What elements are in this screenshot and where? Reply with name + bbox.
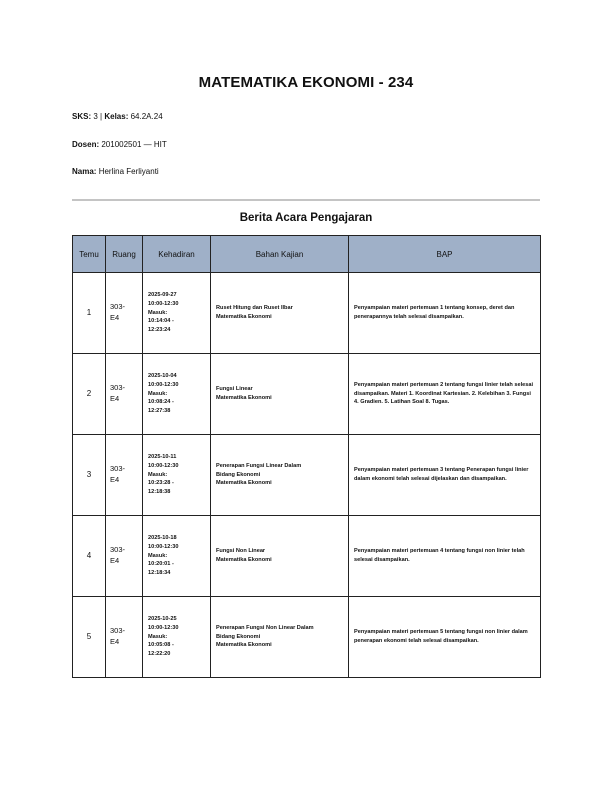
bap-cell <box>349 354 541 435</box>
header-divider <box>72 199 540 201</box>
kehadiran-date: 2025-10-04 <box>148 372 177 379</box>
bahan-kajian-cell <box>211 273 349 354</box>
kehadiran-masuk-label: Masuk: <box>148 309 168 316</box>
bahan-line: Fungsi Linear <box>216 386 253 393</box>
bap-text: Penyampaian materi pertemuan 2 tentang fungsi linier telah selesai disampaikan. Materi 1. Koordinat Kartesian. 2. Kelebihan 3. Fungsi 4. Gradien. 5. Latihan Soal 8. Tugas. <box>354 381 534 406</box>
kehadiran-time: 10:00-12:30 <box>148 624 179 631</box>
nama-line <box>72 167 159 176</box>
ruang-cell <box>106 516 143 597</box>
dosen-label: Dosen: <box>72 140 100 149</box>
nama-value: Herlina Ferliyanti <box>98 167 159 176</box>
section-title: Berita Acara Pengajaran <box>239 212 373 224</box>
ruang-cell <box>106 435 143 516</box>
kehadiran-time: 10:00-12:30 <box>148 300 179 307</box>
kelas-label: Kelas: <box>104 112 129 121</box>
kehadiran-masuk-label: Masuk: <box>148 552 168 559</box>
bahan-line: Matematika Ekonomi <box>216 314 272 320</box>
kehadiran-cell <box>143 597 211 678</box>
bap-text: Penyampaian materi pertemuan 4 tentang fungsi non linier telah selesai disampaikan. <box>354 548 525 563</box>
kehadiran-out: 12:18:34 <box>148 570 171 577</box>
table-row <box>73 273 541 354</box>
bahan-line: Matematika Ekonomi <box>216 480 272 487</box>
kehadiran-out: 12:18:38 <box>148 489 171 496</box>
temu-cell: 4 <box>73 516 106 597</box>
bahan-kajian-cell <box>211 597 349 678</box>
kehadiran-out: 12:27:38 <box>148 408 171 415</box>
kehadiran-in: 10:20:01 - <box>148 561 174 568</box>
kehadiran-date: 2025-10-11 <box>148 453 177 460</box>
ruang-line: 303- <box>110 302 126 312</box>
bahan-line: Penerapan Fungsi Non Linear Dalam <box>216 624 314 631</box>
bahan-kajian-cell <box>211 354 349 435</box>
table-row <box>73 435 541 516</box>
kehadiran-cell <box>143 435 211 516</box>
bap-text: Penyampaian materi pertemuan 5 tentang fungsi non linier dalam penerapan ekonomi telah selesai disampaikan. <box>354 629 528 644</box>
nama-label: Nama: <box>72 167 97 176</box>
bap-text: Penyampaian materi pertemuan 1 tentang konsep, deret dan penerapannya telah selesai disampaikan. <box>354 305 515 320</box>
document-title: MATEMATIKA EKONOMI - 234 <box>198 74 414 91</box>
bahan-kajian-cell <box>211 516 349 597</box>
temu-cell: 2 <box>73 354 106 435</box>
sks-label: SKS: <box>72 112 92 121</box>
kehadiran-date: 2025-09-27 <box>148 291 177 298</box>
kehadiran-out: 12:23:24 <box>148 327 171 334</box>
header-bahan-kajian: Bahan Kajian <box>211 236 349 273</box>
kehadiran-time: 10:00-12:30 <box>148 462 179 469</box>
bahan-line: Matematika Ekonomi <box>216 395 272 401</box>
bap-cell <box>349 597 541 678</box>
ruang-line: E4 <box>110 637 120 646</box>
kehadiran-out: 12:22:20 <box>148 651 171 658</box>
header-bap: BAP <box>349 236 541 273</box>
bap-cell <box>349 435 541 516</box>
bap-table <box>72 235 541 678</box>
ruang-line: 303- <box>110 383 126 393</box>
bap-cell <box>349 273 541 354</box>
kehadiran-cell <box>143 516 211 597</box>
table-row <box>73 597 541 678</box>
ruang-cell <box>106 354 143 435</box>
ruang-line: 303- <box>110 626 126 636</box>
bahan-line: Bidang Ekonomi <box>216 471 261 478</box>
kehadiran-masuk-label: Masuk: <box>148 633 168 640</box>
bahan-line: Ruset Hitung dan Ruset Ilbar <box>216 305 293 312</box>
meta-separator: | <box>100 112 103 121</box>
table-row <box>73 516 541 597</box>
bahan-line: Bidang Ekonomi <box>216 633 261 640</box>
ruang-cell <box>106 273 143 354</box>
ruang-line: 303- <box>110 545 126 555</box>
sks-value: 3 <box>93 112 98 121</box>
kehadiran-cell <box>143 273 211 354</box>
kehadiran-time: 10:00-12:30 <box>148 381 179 388</box>
ruang-line: E4 <box>110 556 120 565</box>
temu-cell: 3 <box>73 435 106 516</box>
bap-text: Penyampaian materi pertemuan 3 tentang Penerapan fungsi linier dalam ekonomi telah selesai dijelaskan dan disampaikan. <box>354 467 529 482</box>
bahan-kajian-cell <box>211 435 349 516</box>
temu-cell: 1 <box>73 273 106 354</box>
kehadiran-time: 10:00-12:30 <box>148 543 179 550</box>
ruang-line: E4 <box>110 475 120 484</box>
kehadiran-in: 10:08:24 - <box>148 399 174 406</box>
header-ruang: Ruang <box>106 236 143 273</box>
ruang-cell <box>106 597 143 678</box>
dosen-line <box>72 140 167 149</box>
dosen-value: 201002501 — HIT <box>101 140 167 149</box>
kehadiran-in: 10:14:04 - <box>148 318 174 325</box>
temu-cell: 5 <box>73 597 106 678</box>
bap-cell <box>349 516 541 597</box>
header-temu: Temu <box>73 236 106 273</box>
table-row <box>73 354 541 435</box>
sks-kelas-line <box>72 112 163 121</box>
bahan-line: Fungsi Non Linear <box>216 548 266 555</box>
ruang-line: 303- <box>110 464 126 474</box>
ruang-line: E4 <box>110 394 120 403</box>
ruang-line: E4 <box>110 313 120 322</box>
table-header-row <box>73 236 541 273</box>
kehadiran-cell <box>143 354 211 435</box>
bahan-line: Matematika Ekonomi <box>216 557 272 563</box>
bahan-line: Penerapan Fungsi Linear Dalam <box>216 462 302 469</box>
kehadiran-date: 2025-10-25 <box>148 615 177 622</box>
bahan-line: Matematika Ekonomi <box>216 642 272 649</box>
kehadiran-in: 10:05:08 - <box>148 642 174 649</box>
kehadiran-masuk-label: Masuk: <box>148 471 168 478</box>
kelas-value: 64.2A.24 <box>130 112 163 121</box>
kehadiran-date: 2025-10-18 <box>148 534 177 541</box>
kehadiran-in: 10:23:28 - <box>148 480 174 487</box>
header-kehadiran: Kehadiran <box>143 236 211 273</box>
kehadiran-masuk-label: Masuk: <box>148 390 168 397</box>
